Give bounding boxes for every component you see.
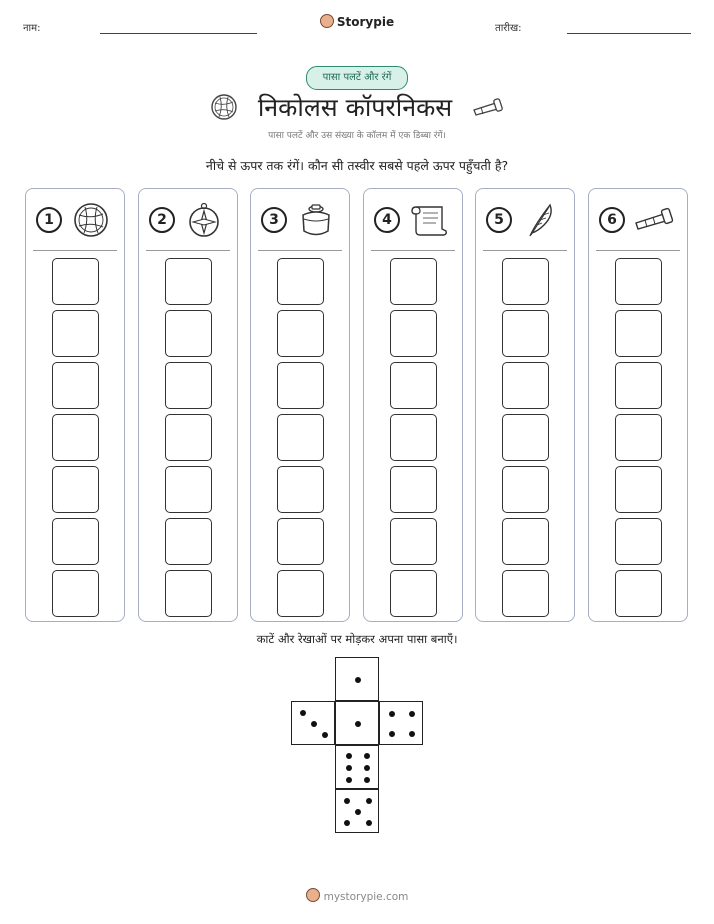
dice-face-5 (335, 789, 379, 833)
column-number: 2 (149, 207, 175, 233)
dice-pip (322, 732, 328, 738)
color-box[interactable] (52, 310, 99, 357)
dice-pip (389, 711, 395, 717)
column-6 (588, 188, 688, 622)
color-box[interactable] (165, 310, 212, 357)
color-box[interactable] (165, 518, 212, 565)
color-box[interactable] (502, 414, 549, 461)
dice-pip (366, 820, 372, 826)
color-box[interactable] (165, 466, 212, 513)
dice-pip (346, 753, 352, 759)
color-box[interactable] (52, 258, 99, 305)
color-box[interactable] (502, 258, 549, 305)
color-box[interactable] (277, 310, 324, 357)
color-box[interactable] (390, 570, 437, 617)
dice-pip (311, 721, 317, 727)
dice-face-1 (335, 657, 379, 701)
color-box[interactable] (165, 362, 212, 409)
dice-pip (389, 731, 395, 737)
column-divider (483, 250, 567, 251)
subtitle: पासा पलटें और उस संख्या के कॉलम में एक डिब्बा रंगें। (268, 131, 446, 141)
brand-name: Storypie (336, 15, 395, 29)
color-box[interactable] (390, 518, 437, 565)
dice-pip (355, 677, 361, 683)
color-box[interactable] (277, 362, 324, 409)
dice-pip (355, 809, 361, 815)
color-box[interactable] (52, 466, 99, 513)
color-box[interactable] (165, 258, 212, 305)
color-box[interactable] (52, 414, 99, 461)
color-box[interactable] (615, 466, 662, 513)
color-instruction: नीचे से ऊपर तक रंगें। कौन सी तस्वीर सबसे पहले ऊपर पहुँचती है? (205, 158, 509, 173)
bear-icon (320, 14, 334, 28)
color-box[interactable] (390, 310, 437, 357)
dice-pip (409, 711, 415, 717)
column-number: 1 (36, 207, 62, 233)
dice-pip (364, 765, 370, 771)
dice-pip (300, 710, 306, 716)
name-label: नाम: (23, 23, 41, 34)
column-number: 4 (374, 207, 400, 233)
color-box[interactable] (390, 414, 437, 461)
column-number: 5 (486, 207, 512, 233)
color-box[interactable] (165, 414, 212, 461)
date-label: तारीख: (495, 23, 522, 34)
column-divider (371, 250, 455, 251)
color-box[interactable] (390, 362, 437, 409)
column-4 (363, 188, 463, 622)
dice-face-1 (335, 701, 379, 745)
dice-pip (344, 798, 350, 804)
name-line[interactable] (100, 33, 257, 34)
color-box[interactable] (277, 258, 324, 305)
page-title: निकोलस कॉपरनिकस (257, 93, 453, 122)
dice-face-6 (335, 745, 379, 789)
dice-pip (355, 721, 361, 727)
color-box[interactable] (615, 310, 662, 357)
column-number: 3 (261, 207, 287, 233)
color-box[interactable] (277, 466, 324, 513)
column-number: 6 (599, 207, 625, 233)
date-line[interactable] (567, 33, 691, 34)
globe-icon (70, 201, 112, 239)
dice-pip (366, 798, 372, 804)
footer-url: mystorypie.com (323, 891, 409, 903)
dice-pip (364, 777, 370, 783)
quill-icon (520, 201, 562, 239)
color-box[interactable] (52, 518, 99, 565)
bear-icon (306, 888, 320, 902)
dice-pip (364, 753, 370, 759)
color-box[interactable] (502, 466, 549, 513)
color-box[interactable] (502, 518, 549, 565)
title-row (0, 90, 714, 124)
dice-pip (409, 731, 415, 737)
column-3 (250, 188, 350, 622)
column-divider (258, 250, 342, 251)
color-box[interactable] (52, 362, 99, 409)
compass-icon (183, 201, 225, 239)
color-box[interactable] (615, 362, 662, 409)
telescope-icon (633, 201, 675, 239)
column-5 (475, 188, 575, 622)
color-box[interactable] (615, 414, 662, 461)
color-box[interactable] (615, 570, 662, 617)
color-box[interactable] (277, 518, 324, 565)
footer (0, 888, 714, 903)
dice-face-3 (291, 701, 335, 745)
dice-face-4 (379, 701, 423, 745)
color-box[interactable] (615, 518, 662, 565)
color-box[interactable] (502, 310, 549, 357)
instruction-pill: पासा पलटें और रंगें (306, 66, 408, 90)
color-box[interactable] (502, 362, 549, 409)
column-divider (33, 250, 117, 251)
color-box[interactable] (277, 414, 324, 461)
telescope-icon (471, 95, 505, 119)
color-box[interactable] (615, 258, 662, 305)
scroll-icon (408, 201, 450, 239)
ink-pot-icon (295, 201, 337, 239)
dice-pip (344, 820, 350, 826)
color-box[interactable] (165, 570, 212, 617)
color-box[interactable] (502, 570, 549, 617)
column-2 (138, 188, 238, 622)
color-box[interactable] (390, 466, 437, 513)
color-box[interactable] (52, 570, 99, 617)
dice-pip (346, 777, 352, 783)
globe-icon (209, 92, 239, 122)
column-divider (146, 250, 230, 251)
column-1 (25, 188, 125, 622)
brand-logo (0, 14, 714, 29)
column-divider (596, 250, 680, 251)
cut-instruction: काटें और रेखाओं पर मोड़कर अपना पासा बनाएँ। (256, 632, 458, 646)
color-box[interactable] (390, 258, 437, 305)
dice-pip (346, 765, 352, 771)
color-box[interactable] (277, 570, 324, 617)
